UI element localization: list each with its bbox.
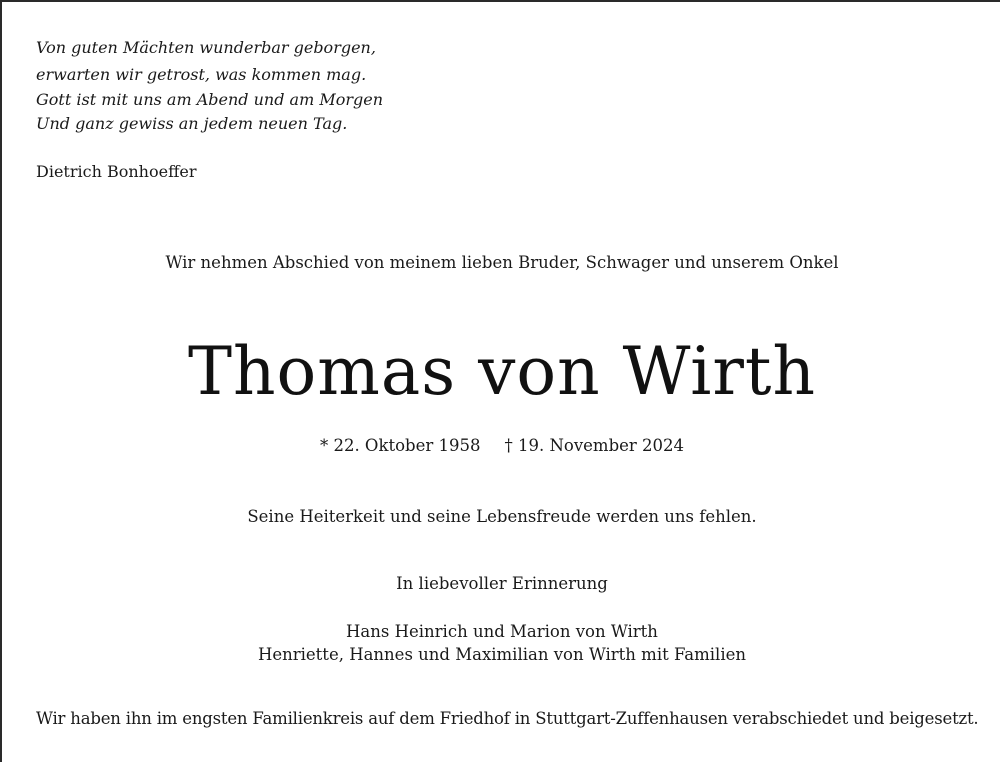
poem-author: Dietrich Bonhoeffer xyxy=(36,162,197,181)
poem-line: Gott ist mit uns am Abend und am Morgen xyxy=(36,90,384,109)
mourner-line: Hans Heinrich und Marion von Wirth xyxy=(346,622,658,641)
mourner-line: Henriette, Hannes und Maximilian von Wirth mit Familien xyxy=(257,645,747,664)
life-dates xyxy=(2,436,1000,455)
poem xyxy=(36,34,383,136)
deceased-name: Thomas von Wirth xyxy=(188,333,816,410)
intro-text: Wir nehmen Abschied von meinem lieben Bruder, Schwager und unserem Onkel xyxy=(165,253,839,272)
memory-heading: In liebevoller Erinnerung xyxy=(396,574,608,593)
closing-text: Wir haben ihn im engsten Familienkreis auf dem Friedhof in Stuttgart-Zuffenhausen verabschiedet und beigesetzt. xyxy=(36,709,979,728)
birth-date: * 22. Oktober 1958 xyxy=(319,436,481,455)
death-date: † 19. November 2024 xyxy=(504,436,685,455)
poem-line: erwarten wir getrost, was kommen mag. xyxy=(36,65,367,84)
poem-line: Von guten Mächten wunderbar geborgen, xyxy=(36,38,376,57)
poem-line: Und ganz gewiss an jedem neuen Tag. xyxy=(36,114,348,133)
tribute-text: Seine Heiterkeit und seine Lebensfreude werden uns fehlen. xyxy=(247,507,757,526)
mourners-list xyxy=(2,620,1000,666)
